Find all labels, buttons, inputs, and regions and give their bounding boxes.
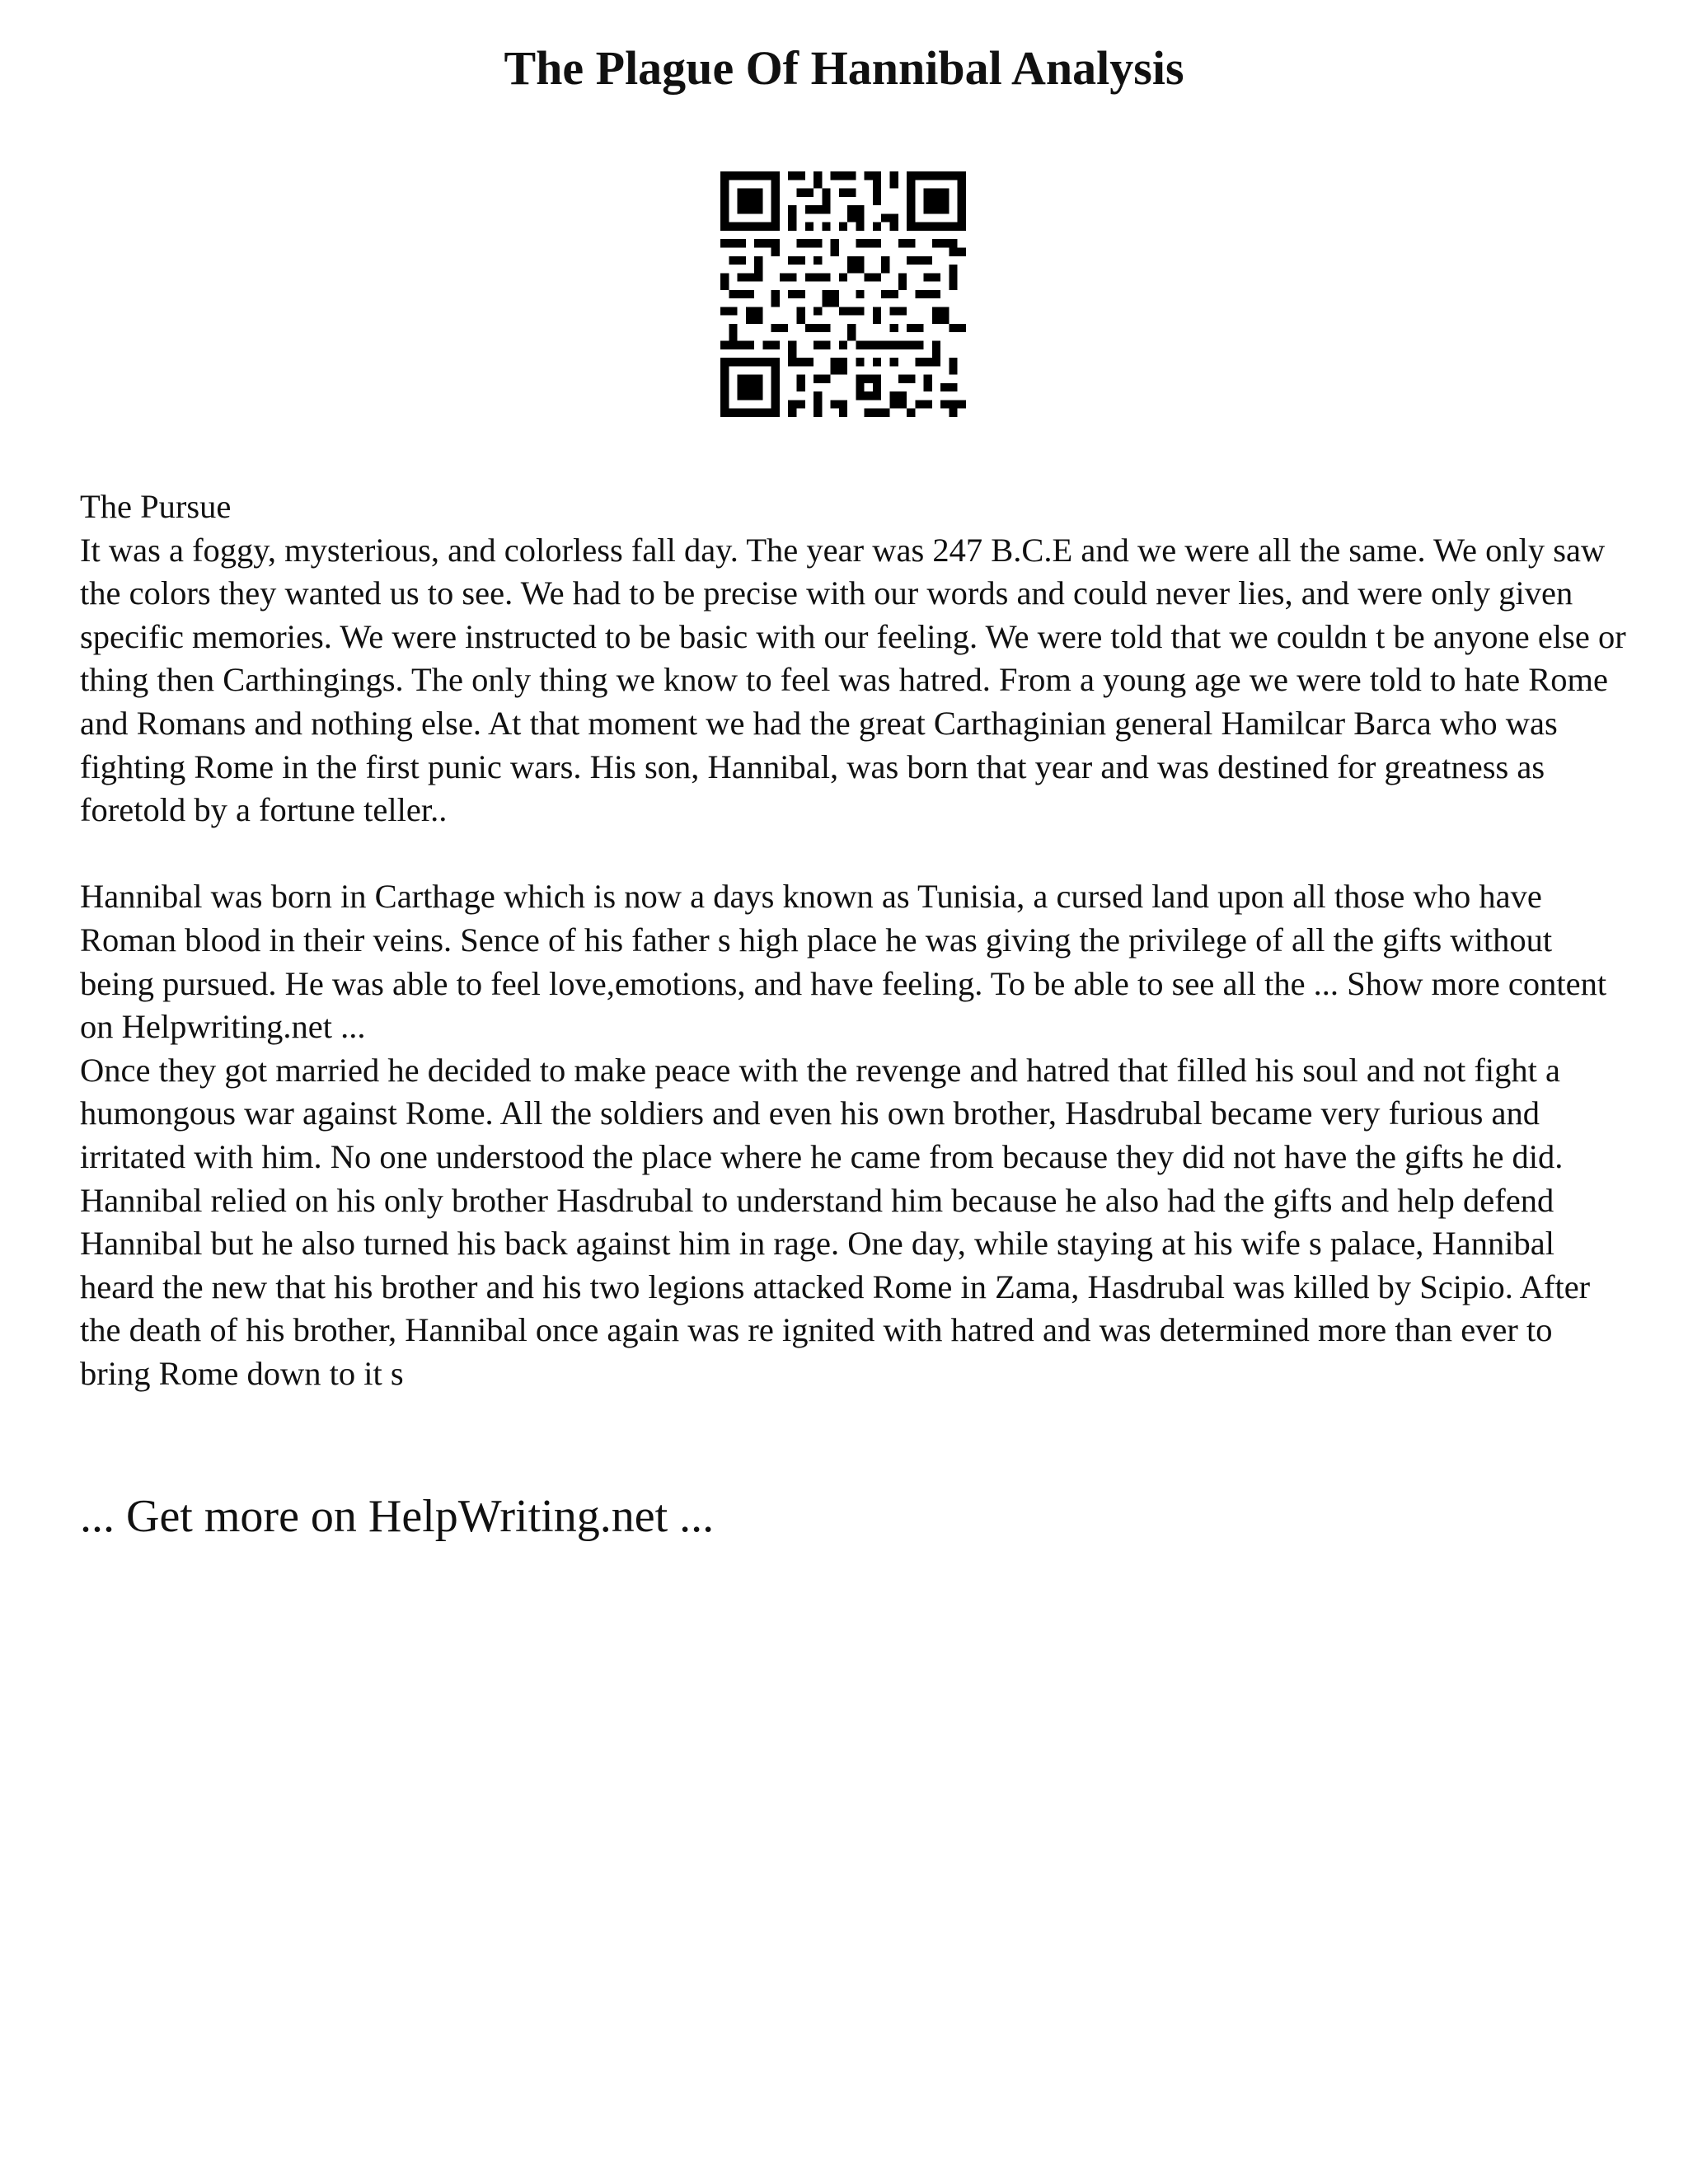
paragraph-spacer [80,832,1629,876]
qr-code-icon[interactable] [720,171,966,417]
body-paragraph: Hannibal was born in Carthage which is now a days known as Tunisia, a cursed land upon all those who have Roman blood in their veins. Sence of his father s high place he was giving the privilege of all the gifts without being pursued. He was able to feel love,emotions, and have feeling. To be able to see all the ... Show more content on Helpwriting.net ... [80,878,1615,1046]
document-title: The Plague Of Hannibal Analysis [504,41,1184,95]
get-more-link[interactable]: ... Get more on HelpWriting.net ... [80,1491,715,1542]
body-paragraph: It was a foggy, mysterious, and colorless fall day. The year was 247 B.C.E and we were all the same. We only saw the colors they wanted us to see. We had to be precise with our words and could never lies, and were only given specific memories. We were instructed to be basic with our feeling. We were told that we couldn t be anyone else or thing then Carthingings. The only thing we know to feel was hatred. From a young age we were told to hate Rome and Romans and nothing else. At that moment we had the great Carthaginian general Hamilcar Barca who was fighting Rome in the first punic wars. His son, Hannibal, was born that year and was destined for greatness as foretold by a fortune teller.. [80,531,1634,829]
body-paragraph: Once they got married he decided to make peace with the revenge and hatred that filled his soul and not fight a humongous war against Rome. All the soldiers and even his own brother, Hasdrubal became very furious and irritated with him. No one understood the place where he came from because they did not have the gifts he did. Hannibal relied on his only brother Hasdrubal to understand him because he also had the gifts and help defend Hannibal but he also turned his back against him in rage. One day, while staying at his wife s palace, Hannibal heard the new that his brother and his two legions attacked Rome in Zama, Hasdrubal was killed by Scipio. After the death of his brother, Hannibal once again was re ignited with hatred and was determined more than ever to bring Rome down to it s [80,1051,1599,1392]
section-heading: The Pursue [80,488,232,525]
document-body [80,485,1634,1395]
